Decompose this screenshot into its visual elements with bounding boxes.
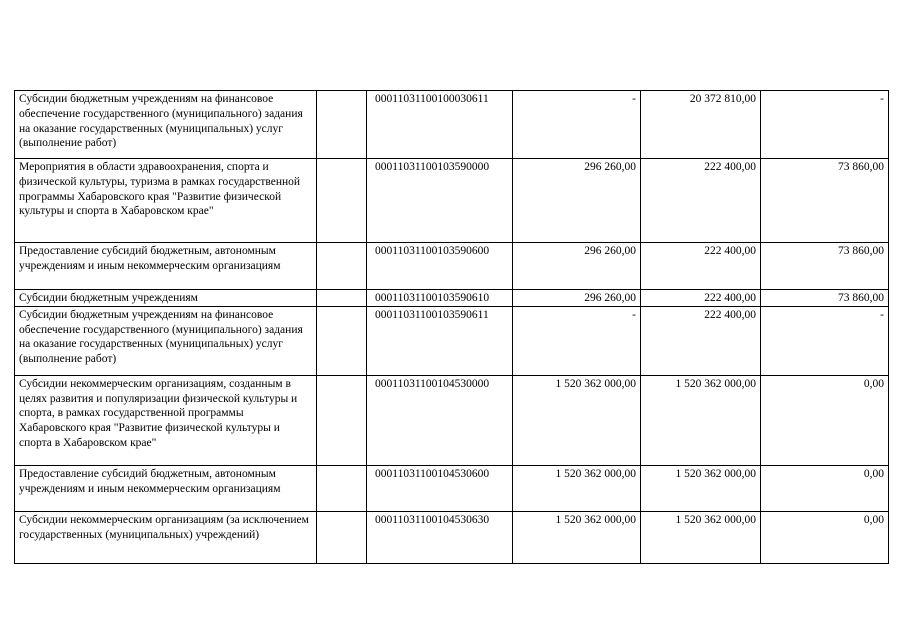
row-value2-cell: 1 520 362 000,00 <box>641 375 761 465</box>
row-value1-cell: 296 260,00 <box>513 159 641 243</box>
row-value3-cell: 73 860,00 <box>761 159 889 243</box>
row-value1-cell: 296 260,00 <box>513 243 641 290</box>
row-code-cell: 00011031100104530000 <box>367 375 513 465</box>
row-value3-cell: 73 860,00 <box>761 290 889 307</box>
row-code-cell: 00011031100103590000 <box>367 159 513 243</box>
row-value1-cell: 1 520 362 000,00 <box>513 511 641 563</box>
row-code-cell: 00011031100104530630 <box>367 511 513 563</box>
row-name-cell: Субсидии бюджетным учреждениям <box>15 290 317 307</box>
row-name-cell: Предоставление субсидий бюджетным, автономным учреждениям и иным некоммерческим организациям <box>15 465 317 511</box>
row-value2-cell: 222 400,00 <box>641 243 761 290</box>
row-value2-cell: 1 520 362 000,00 <box>641 465 761 511</box>
budget-table <box>14 90 889 564</box>
row-empty-cell <box>317 306 367 375</box>
row-code-cell: 00011031100103590600 <box>367 243 513 290</box>
row-value3-cell: 73 860,00 <box>761 243 889 290</box>
row-value3-cell: - <box>761 306 889 375</box>
row-name-cell: Субсидии бюджетным учреждениям на финансовое обеспечение государственного (муниципального) задания на оказание государственных (муниципальных) услуг (выполнение работ) <box>15 306 317 375</box>
row-value1-cell: 1 520 362 000,00 <box>513 375 641 465</box>
row-empty-cell <box>317 465 367 511</box>
row-value2-cell: 222 400,00 <box>641 290 761 307</box>
table-row <box>15 290 889 307</box>
table-row <box>15 511 889 563</box>
row-empty-cell <box>317 511 367 563</box>
row-value2-cell: 1 520 362 000,00 <box>641 511 761 563</box>
row-name-cell: Субсидии бюджетным учреждениям на финансовое обеспечение государственного (муниципального) задания на оказание государственных (муниципальных) услуг (выполнение работ) <box>15 91 317 159</box>
row-empty-cell <box>317 159 367 243</box>
row-value1-cell: - <box>513 306 641 375</box>
table-row <box>15 306 889 375</box>
row-code-cell: 00011031100103590610 <box>367 290 513 307</box>
row-name-cell: Предоставление субсидий бюджетным, автономным учреждениям и иным некоммерческим организациям <box>15 243 317 290</box>
row-name-cell: Субсидии некоммерческим организациям (за исключением государственных (муниципальных) учреждений) <box>15 511 317 563</box>
row-empty-cell <box>317 375 367 465</box>
row-value2-cell: 222 400,00 <box>641 159 761 243</box>
row-value1-cell: 1 520 362 000,00 <box>513 465 641 511</box>
row-code-cell: 00011031100100030611 <box>367 91 513 159</box>
table-row <box>15 465 889 511</box>
table-row <box>15 375 889 465</box>
table-row <box>15 159 889 243</box>
row-value3-cell: 0,00 <box>761 465 889 511</box>
row-value1-cell: 296 260,00 <box>513 290 641 307</box>
row-empty-cell <box>317 243 367 290</box>
row-empty-cell <box>317 91 367 159</box>
row-code-cell: 00011031100103590611 <box>367 306 513 375</box>
row-value3-cell: 0,00 <box>761 375 889 465</box>
row-empty-cell <box>317 290 367 307</box>
row-value3-cell: 0,00 <box>761 511 889 563</box>
table-row <box>15 91 889 159</box>
row-value2-cell: 222 400,00 <box>641 306 761 375</box>
row-name-cell: Мероприятия в области здравоохранения, спорта и физической культуры, туризма в рамках государственной программы Хабаровского края "Развитие физической культуры и спорта в Хабаровском крае" <box>15 159 317 243</box>
row-code-cell: 00011031100104530600 <box>367 465 513 511</box>
row-value2-cell: 20 372 810,00 <box>641 91 761 159</box>
row-name-cell: Субсидии некоммерческим организациям, созданным в целях развития и популяризации физической культуры и спорта, в рамках государственной программы Хабаровского края "Развитие физической культуры и спорта в Хабаровском крае" <box>15 375 317 465</box>
row-value3-cell: - <box>761 91 889 159</box>
table-row <box>15 243 889 290</box>
row-value1-cell: - <box>513 91 641 159</box>
